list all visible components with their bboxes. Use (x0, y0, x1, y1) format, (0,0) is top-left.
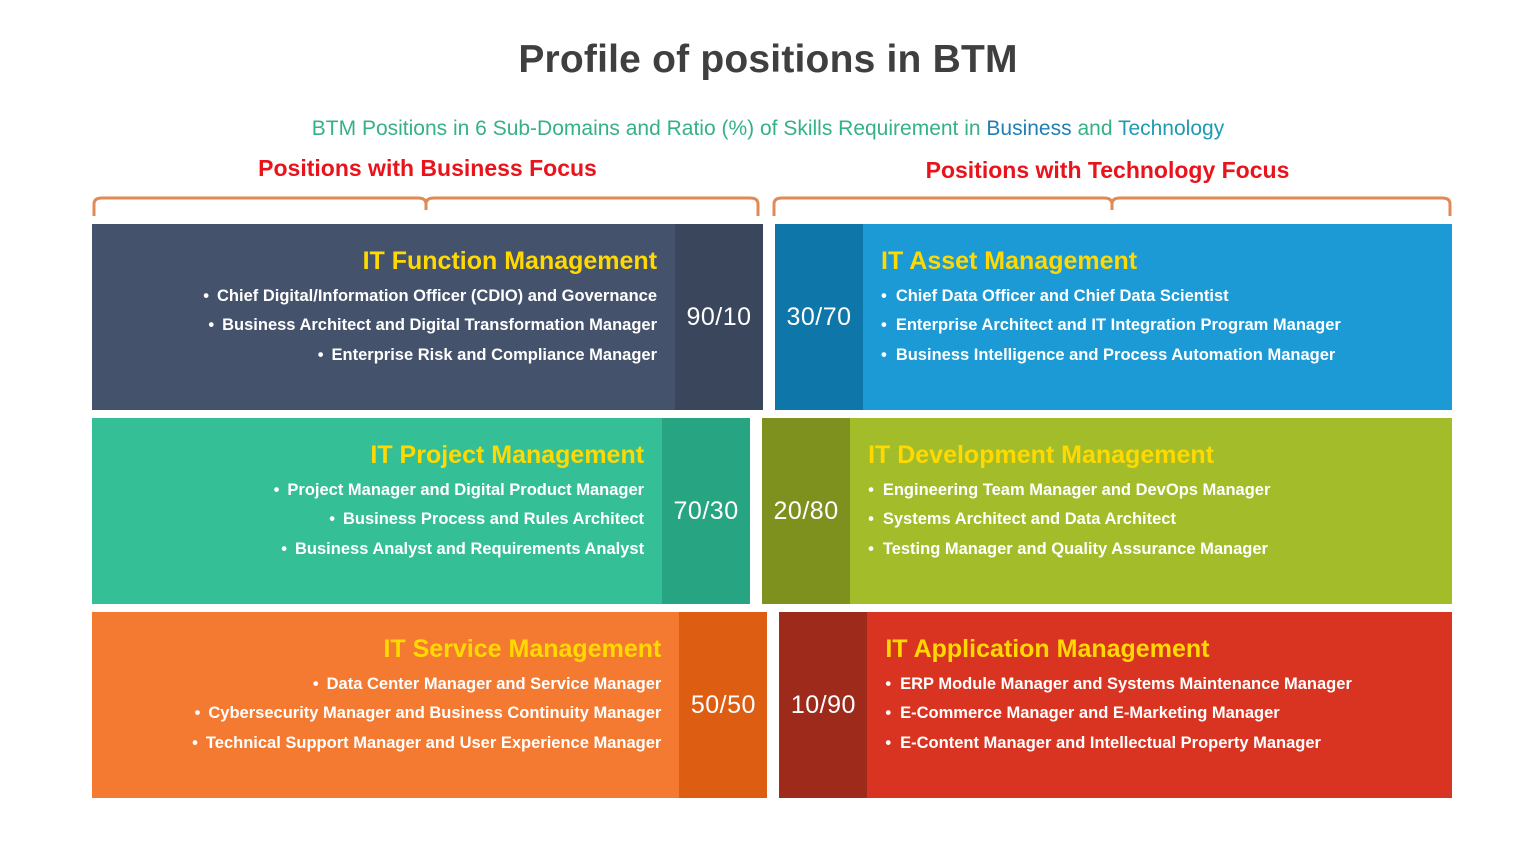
domain-row (92, 418, 1452, 604)
list-item: • ERP Module Manager and Systems Maintenance Manager (885, 676, 1434, 693)
page-title: Profile of positions in BTM (518, 38, 1018, 81)
page-subtitle (0, 117, 1536, 141)
card-title: IT Asset Management (881, 247, 1138, 275)
ratio-badge-right: 10/90 (779, 612, 867, 798)
list-item: • Testing Manager and Quality Assurance Manager (868, 541, 1434, 558)
list-item: • Project Manager and Digital Product Manager (110, 482, 644, 499)
card-bullets (885, 676, 1434, 765)
list-item: • Data Center Manager and Service Manager (110, 676, 661, 693)
column-gap (763, 224, 775, 410)
ratio-badge-left: 90/10 (675, 224, 763, 410)
card-title: IT Application Management (885, 635, 1210, 663)
list-item: • Chief Digital/Information Officer (CDIO) and Governance (110, 288, 657, 305)
list-item: • Business Intelligence and Process Automation Manager (881, 347, 1434, 364)
business-focus-label: Positions with Business Focus (258, 155, 597, 181)
domain-grid (92, 224, 1452, 798)
list-item: • E-Content Manager and Intellectual Property Manager (885, 735, 1434, 752)
ratio-badge-left: 50/50 (679, 612, 767, 798)
list-item: • E-Commerce Manager and E-Marketing Manager (885, 705, 1434, 722)
list-item: • Business Architect and Digital Transformation Manager (110, 317, 657, 334)
brace-right-icon (772, 196, 1452, 218)
subtitle-and: and (1071, 117, 1118, 140)
card-it-development-management[interactable] (850, 418, 1452, 604)
card-it-application-management[interactable] (867, 612, 1452, 798)
list-item: • Business Analyst and Requirements Analyst (110, 541, 644, 558)
brace-left-icon (92, 196, 760, 218)
list-item: • Enterprise Architect and IT Integration Program Manager (881, 317, 1434, 334)
subtitle-business: Business (986, 117, 1072, 140)
ratio-badge-right: 30/70 (775, 224, 863, 410)
card-bullets (881, 288, 1434, 377)
card-bullets (110, 482, 644, 571)
card-it-asset-management[interactable] (863, 224, 1452, 410)
card-it-function-management[interactable] (92, 224, 675, 410)
card-bullets (110, 676, 661, 765)
list-item: • Cybersecurity Manager and Business Continuity Manager (110, 705, 661, 722)
list-item: • Engineering Team Manager and DevOps Manager (868, 482, 1434, 499)
card-title: IT Service Management (383, 635, 662, 663)
column-gap (767, 612, 779, 798)
ratio-badge-right: 20/80 (762, 418, 850, 604)
list-item: • Technical Support Manager and User Experience Manager (110, 735, 661, 752)
ratio-badge-left: 70/30 (662, 418, 750, 604)
card-bullets (868, 482, 1434, 571)
card-title: IT Development Management (868, 441, 1214, 469)
column-gap (750, 418, 762, 604)
card-it-service-management[interactable] (92, 612, 679, 798)
domain-row (92, 612, 1452, 798)
list-item: • Enterprise Risk and Compliance Manager (110, 347, 657, 364)
domain-row (92, 224, 1452, 410)
subtitle-part1: BTM Positions in 6 Sub-Domains and Ratio (%) of Skills Requirement in (311, 117, 987, 140)
subtitle-technology: Technology (1117, 117, 1225, 140)
card-title: IT Project Management (370, 441, 645, 469)
list-item: • Chief Data Officer and Chief Data Scientist (881, 288, 1434, 305)
list-item: • Systems Architect and Data Architect (868, 511, 1434, 528)
card-bullets (110, 288, 657, 377)
card-title: IT Function Management (362, 247, 658, 275)
list-item: • Business Process and Rules Architect (110, 511, 644, 528)
card-it-project-management[interactable] (92, 418, 662, 604)
technology-focus-label: Positions with Technology Focus (925, 157, 1290, 183)
